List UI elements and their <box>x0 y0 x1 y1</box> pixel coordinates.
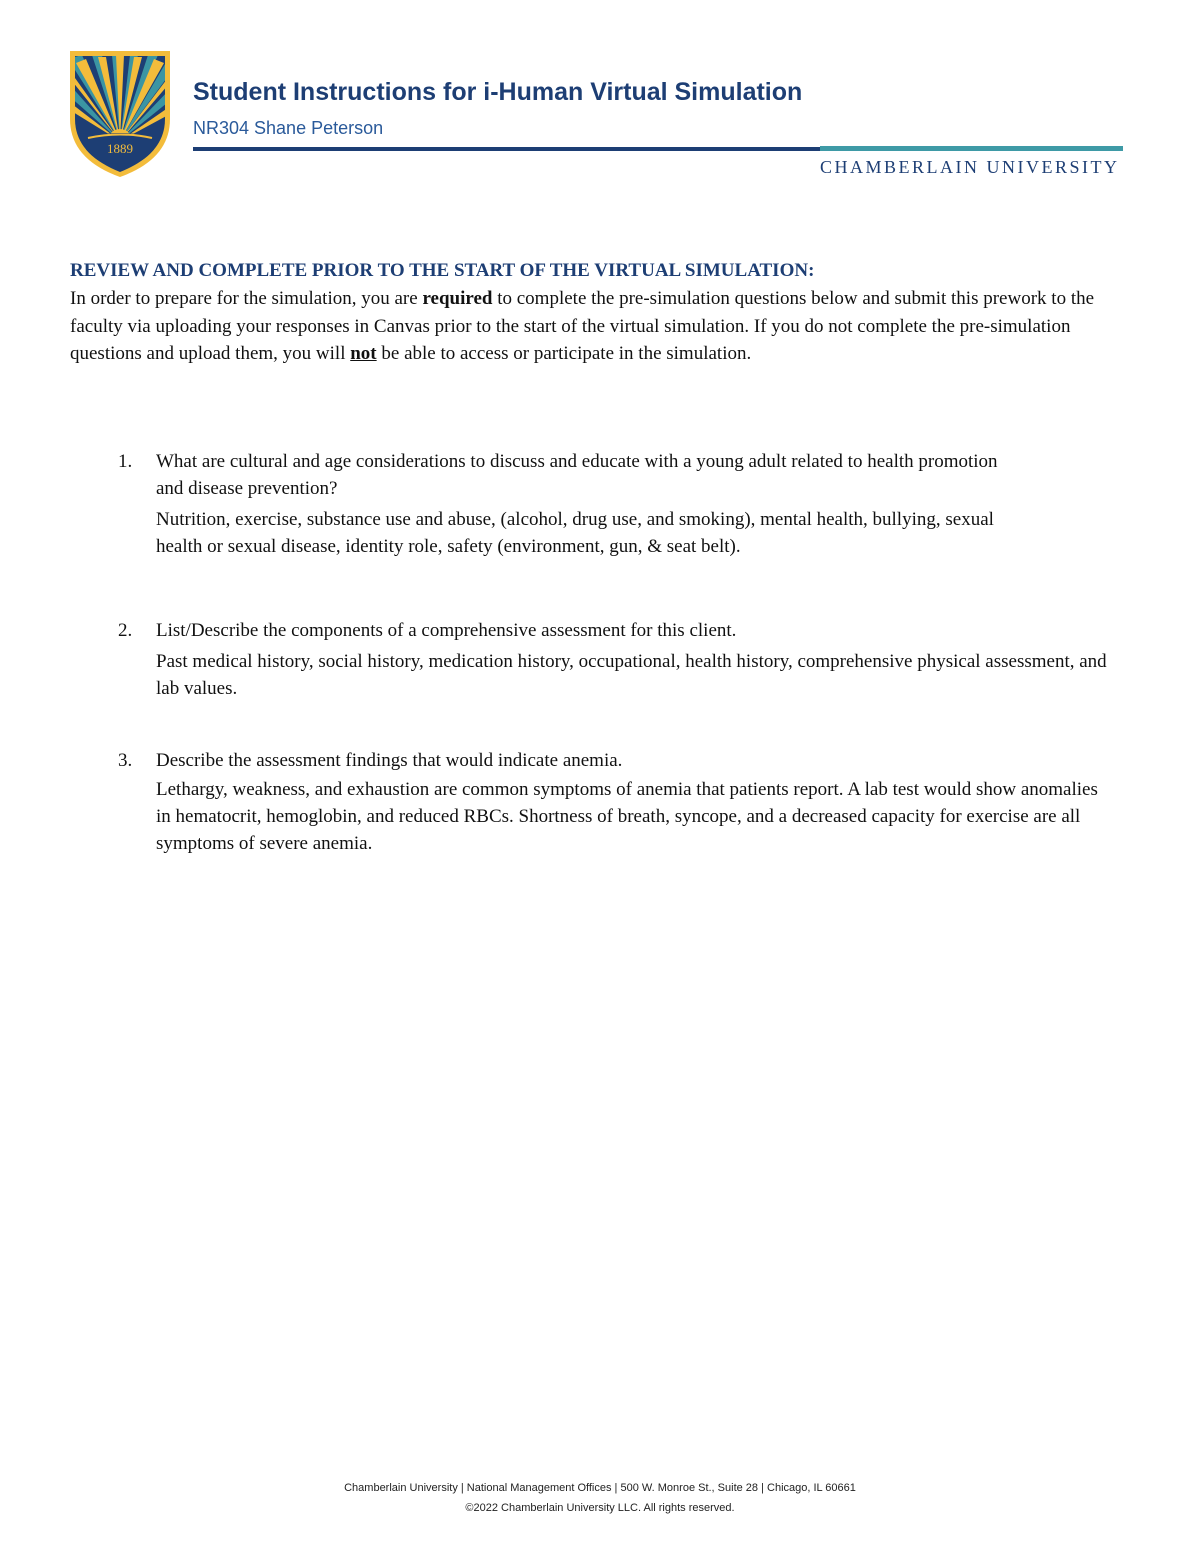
intro-text-3: be able to access or participate in the simulation. <box>376 343 752 364</box>
intro-heading: REVIEW AND COMPLETE PRIOR TO THE START OF THE VIRTUAL SIMULATION: <box>70 260 815 281</box>
header-rule-teal <box>820 146 1123 151</box>
intro-section <box>70 257 1130 368</box>
crest-year: 1889 <box>107 141 133 156</box>
footer-address: Chamberlain University | National Management Offices | 500 W. Monroe St., Suite 28 | Chicago, IL 60661 <box>344 1482 856 1494</box>
question-number: 3. <box>118 750 133 771</box>
footer-copyright: ©2022 Chamberlain University LLC. All rights reserved. <box>465 1502 735 1514</box>
university-wordmark: CHAMBERLAIN UNIVERSITY <box>820 157 1120 177</box>
question-text: List/Describe the components of a comprehensive assessment for this client. <box>156 620 737 641</box>
page-subtitle: NR304 Shane Peterson <box>193 118 384 138</box>
crest-logo-icon <box>68 49 172 177</box>
intro-text-1: In order to prepare for the simulation, you are <box>70 288 423 309</box>
question-text: What are cultural and age considerations to discuss and educate with a young adult related to health promotion and disease prevention? <box>156 451 998 499</box>
intro-body <box>70 285 1130 368</box>
answer-text: Past medical history, social history, medication history, occupational, health history, comprehensive physical assessment, and lab values. <box>156 651 1107 699</box>
header-rule-navy <box>193 147 820 151</box>
question-number: 2. <box>118 620 133 641</box>
answer-text: Nutrition, exercise, substance use and abuse, (alcohol, drug use, and smoking), mental health, bullying, sexual health or sexual disease, identity role, safety (environment, gun, & seat belt). <box>156 509 994 557</box>
intro-text-2: to complete the pre-simulation questions below and submit this prework to the faculty via uploading your responses in Canvas prior to the start of the virtual simulation. If you do not complete the pre-simulation questions and upload them, you will <box>70 288 1095 364</box>
question-number: 1. <box>118 451 133 472</box>
page-title: Student Instructions for i-Human Virtual Simulation <box>193 78 803 106</box>
question-text: Describe the assessment findings that would indicate anemia. <box>156 750 623 771</box>
answer-text: Lethargy, weakness, and exhaustion are common symptoms of anemia that patients report. A lab test would show anomalies in hematocrit, hemoglobin, and reduced RBCs. Shortness of breath, syncope, and a decreased capacity for exercise are all symptoms of severe anemia. <box>156 779 1098 854</box>
intro-required: required <box>422 288 493 309</box>
intro-not: not <box>350 343 377 364</box>
